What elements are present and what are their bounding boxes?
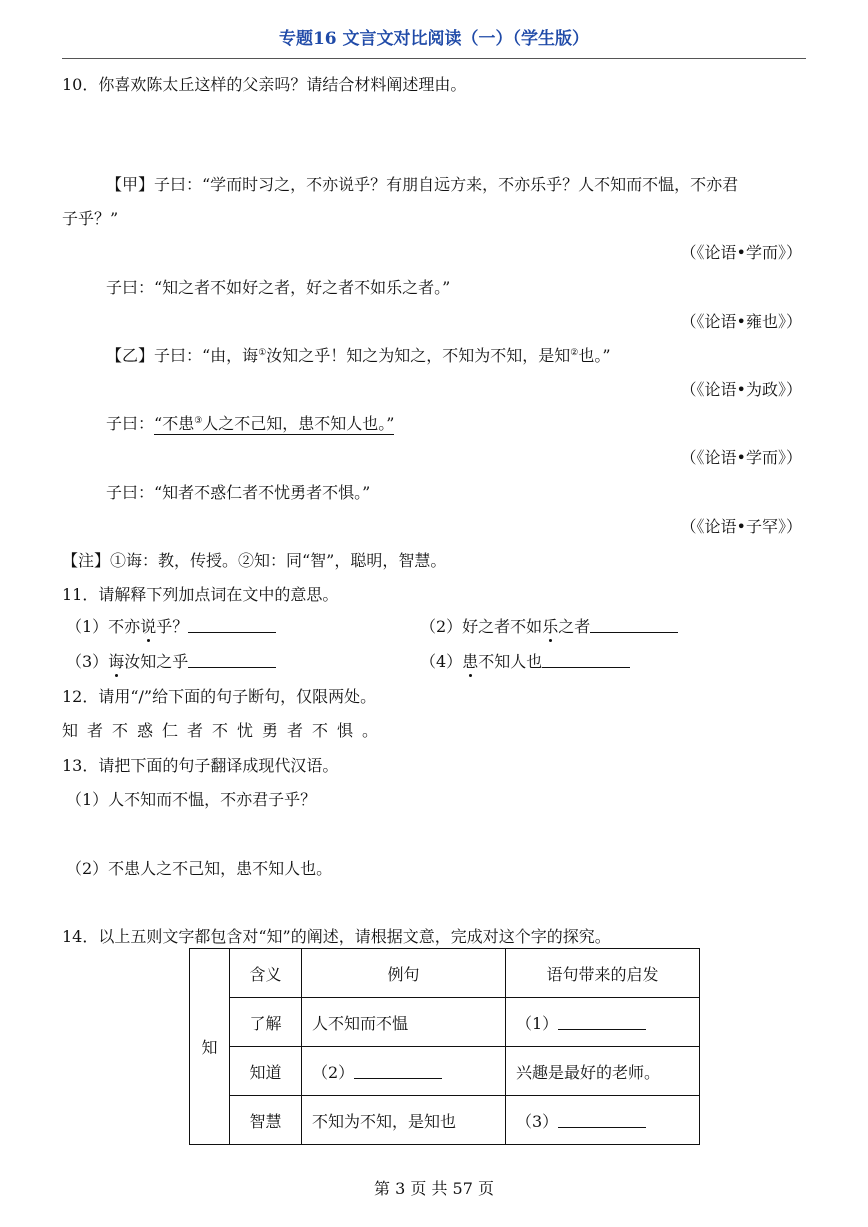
page-footer: 第 3 页 共 57 页 bbox=[374, 1179, 494, 1198]
cell-insight: 兴趣是最好的老师。 bbox=[506, 1047, 700, 1096]
q11-item-3 bbox=[66, 649, 276, 672]
cell-meaning: 知道 bbox=[230, 1047, 302, 1096]
passage-jia-line-2: 子乎？” bbox=[62, 209, 119, 228]
q11-item-1 bbox=[66, 614, 276, 637]
underlined-sentence bbox=[154, 414, 394, 435]
q11-4-dotted: 患 bbox=[462, 649, 478, 672]
cell-example-label: （2） bbox=[312, 1062, 355, 1082]
table-header-row bbox=[190, 949, 700, 998]
yi-2-b: 人之不己知，患不知人也。” bbox=[202, 414, 395, 433]
note-marker-3: ③ bbox=[194, 416, 203, 426]
cell-example bbox=[302, 1047, 506, 1096]
source-1: （《论语•学而》） bbox=[680, 243, 802, 262]
cell-meaning: 智慧 bbox=[230, 1096, 302, 1145]
question-10: 10．你喜欢陈太丘这样的父亲吗？请结合材料阐述理由。 bbox=[62, 75, 467, 94]
q11-2-pre: （2）好之者不如 bbox=[420, 617, 543, 636]
yi-1-pre: 【乙】子曰：“由，诲 bbox=[106, 346, 259, 365]
table-row bbox=[190, 1047, 700, 1096]
question-13-stem: 13．请把下面的句子翻译成现代汉语。 bbox=[62, 756, 339, 775]
q11-3-post: 汝知之乎 bbox=[124, 652, 189, 671]
passage-yi-line-1 bbox=[106, 343, 611, 366]
source-4: （《论语•学而》） bbox=[680, 448, 802, 467]
page-header-title: 专题16 文言文对比阅读（一）（学生版） bbox=[278, 29, 590, 49]
q11-item-4 bbox=[420, 649, 630, 672]
q11-3-dotted: 诲 bbox=[108, 649, 124, 672]
q11-1-post: 乎？ bbox=[156, 617, 189, 636]
question-12-stem: 12．请用“/”给下面的句子断句，仅限两处。 bbox=[62, 687, 377, 706]
cell-example: 人不知而不愠 bbox=[302, 998, 506, 1047]
answer-blank[interactable] bbox=[188, 618, 276, 633]
source-3: （《论语•为政》） bbox=[680, 380, 802, 399]
header-insight: 语句带来的启发 bbox=[506, 949, 700, 998]
answer-blank[interactable] bbox=[558, 1113, 646, 1128]
cell-insight-label: （1） bbox=[516, 1013, 559, 1033]
yi-2-a: “不患 bbox=[154, 414, 195, 433]
q11-3-pre: （3） bbox=[66, 652, 109, 671]
zhi-exploration-table bbox=[189, 948, 700, 1145]
q12-sentence: 知者不惑仁者不忧勇者不惧。 bbox=[62, 721, 388, 740]
q11-4-pre: （4） bbox=[420, 652, 463, 671]
yi-1-end: 也。” bbox=[578, 346, 611, 365]
source-2: （《论语•雍也》） bbox=[680, 312, 802, 331]
answer-blank[interactable] bbox=[542, 653, 630, 668]
cell-insight-label: （3） bbox=[516, 1111, 559, 1131]
q11-1-pre: （1）不亦 bbox=[66, 617, 141, 636]
q11-item-2 bbox=[420, 614, 678, 637]
note-marker-1: ① bbox=[258, 348, 267, 358]
header-divider bbox=[62, 58, 806, 59]
question-14-stem: 14．以上五则文字都包含对“知”的阐述，请根据文意，完成对这个字的探究。 bbox=[62, 927, 611, 946]
header-example: 例句 bbox=[302, 949, 506, 998]
note-marker-2: ② bbox=[570, 348, 579, 358]
annotation-note: 【注】①诲：教，传授。②知：同“智”，聪明，智慧。 bbox=[62, 551, 447, 570]
answer-blank[interactable] bbox=[188, 653, 276, 668]
q11-1-dotted: 说 bbox=[140, 614, 156, 637]
table-row bbox=[190, 998, 700, 1047]
table-row bbox=[190, 1096, 700, 1145]
passage-yi-line-3: 子曰：“知者不惑仁者不忧勇者不惧。” bbox=[106, 483, 371, 502]
cell-example: 不知为不知，是知也 bbox=[302, 1096, 506, 1145]
cell-insight bbox=[506, 1096, 700, 1145]
cell-insight bbox=[506, 998, 700, 1047]
header-meaning: 含义 bbox=[230, 949, 302, 998]
q11-2-post: 之者 bbox=[558, 617, 591, 636]
yi-1-mid: 汝知之乎！知之为知之，不知为不知，是知 bbox=[266, 346, 571, 365]
passage-yi-line-2 bbox=[106, 411, 394, 434]
q11-2-dotted: 乐 bbox=[542, 614, 558, 637]
q13-sentence-1: （1）人不知而不愠，不亦君子乎？ bbox=[66, 790, 317, 809]
answer-blank[interactable] bbox=[558, 1015, 646, 1030]
answer-blank[interactable] bbox=[590, 618, 678, 633]
q11-4-post: 不知人也 bbox=[478, 652, 543, 671]
answer-blank[interactable] bbox=[354, 1064, 442, 1079]
q13-sentence-2: （2）不患人之不己知，患不知人也。 bbox=[66, 859, 333, 878]
passage-jia-line-1: 【甲】子曰：“学而时习之，不亦说乎？有朋自远方来，不亦乐乎？人不知而不愠，不亦君 bbox=[106, 175, 739, 194]
table-row-header: 知 bbox=[190, 949, 230, 1145]
question-11-stem: 11．请解释下列加点词在文中的意思。 bbox=[62, 585, 339, 604]
passage-jia-line-3: 子曰：“知之者不如好之者，好之者不如乐之者。” bbox=[106, 278, 451, 297]
yi-2-pre: 子曰： bbox=[106, 414, 155, 433]
cell-meaning: 了解 bbox=[230, 998, 302, 1047]
source-5: （《论语•子罕》） bbox=[680, 517, 802, 536]
